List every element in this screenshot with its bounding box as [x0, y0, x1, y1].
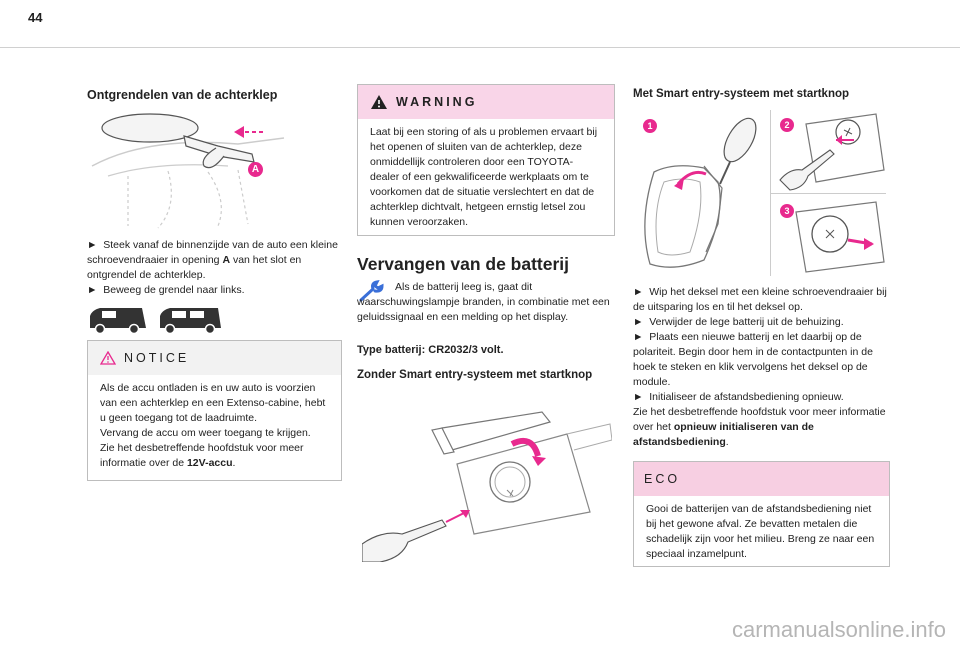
smart-reference: Zie het desbetreffende hoofdstuk voor meer informatie over het opnieuw initialiseren van de afstandsbediening.: [633, 406, 886, 448]
smart-heading: Met Smart entry-systeem met startknop: [633, 88, 850, 100]
tailgate-steps: [87, 238, 342, 298]
van-short-icon: [90, 308, 146, 334]
notice-header: [88, 341, 341, 375]
eco-title: ECO: [644, 472, 681, 486]
smart-step-2: ► Verwijder de lege batterij uit de behuizing.: [633, 316, 844, 328]
smart-step-4: ► Initialiseer de afstandsbediening opnieuw.: [633, 391, 844, 403]
smart-key-open-illustration: [634, 112, 768, 276]
warning-body: Laat bij een storing of als u problemen ervaart bij het openen of sluiten van de achterklep, deze onmiddellijk controleren door een TOYOTA-dealer of een gekwalificeerde werkplaats om te voorkomen dat de situatie verslechtert en dat de achterklep dichtvalt, hetgeen ernstig letsel zou kunnen veroorzaken.: [370, 126, 598, 228]
notice-box: [87, 340, 342, 481]
header-divider: [0, 47, 960, 48]
key-battery-illustration: [362, 394, 612, 562]
van-long-icon: [160, 308, 221, 334]
step-badge-3: 3: [780, 204, 794, 218]
step-badge-2: 2: [780, 118, 794, 132]
step-badge-1: 1: [643, 119, 657, 133]
step-2: ► Beweeg de grendel naar links.: [87, 284, 245, 296]
smart-step-1: ► Wip het deksel met een kleine schroevendraaier bij de uitsparing los en til het deksel op.: [633, 286, 887, 313]
warning-triangle-icon: [100, 351, 116, 365]
eco-header: [634, 462, 889, 496]
figure-divider-h: [771, 193, 886, 194]
step-1: ► Steek vanaf de binnenzijde van de auto een kleine schroevendraaier in opening A van het slot en ontgrendel de achterklep.: [87, 239, 338, 281]
page-number: 44: [28, 10, 43, 25]
tailgate-heading: Ontgrendelen van de achterklep: [87, 88, 278, 102]
warning-box: [357, 84, 615, 236]
notice-body: Als de accu ontladen is en uw auto is voorzien van een achterklep en een Extenso-cabine, hebt u geen toegang tot de laadruimte. Vervang de accu om weer toegang te krijgen. Zie het desbetreffende hoofdstuk voor meer informatie over de 12V-accu.: [100, 382, 326, 469]
warning-triangle-icon: [370, 94, 388, 110]
smart-steps: [633, 285, 893, 450]
smart-step-3: ► Plaats een nieuwe batterij en let daarbij op de polariteit. Begin door hem in de contactpunten in de hoek te steken en klik vervolgens het deksel op de module.: [633, 331, 873, 388]
warning-title: WARNING: [396, 95, 478, 109]
battery-type: Type batterij: CR2032/3 volt.: [357, 344, 504, 356]
no-smart-heading: Zonder Smart entry-systeem met startknop: [357, 369, 593, 381]
battery-intro: Als de batterij leeg is, gaat dit waarschuwingslampje branden, in combinatie met een geluidssignaal en een melding op het display.: [357, 281, 610, 323]
vehicle-icons: [88, 304, 223, 336]
label-a-badge: A: [248, 162, 263, 177]
eco-body: Gooi de batterijen van de afstandsbediening niet bij het gewone afval. Ze bevatten metalen die schadelijk zijn voor het milieu. Breng ze naar een speciaal inzamelpunt.: [646, 503, 875, 560]
warning-header: [358, 85, 614, 119]
watermark: carmanualsonline.info: [731, 617, 946, 642]
notice-title: NOTICE: [124, 351, 190, 365]
section-title: Vervangen van de batterij: [357, 254, 570, 274]
eco-box: [633, 461, 890, 567]
